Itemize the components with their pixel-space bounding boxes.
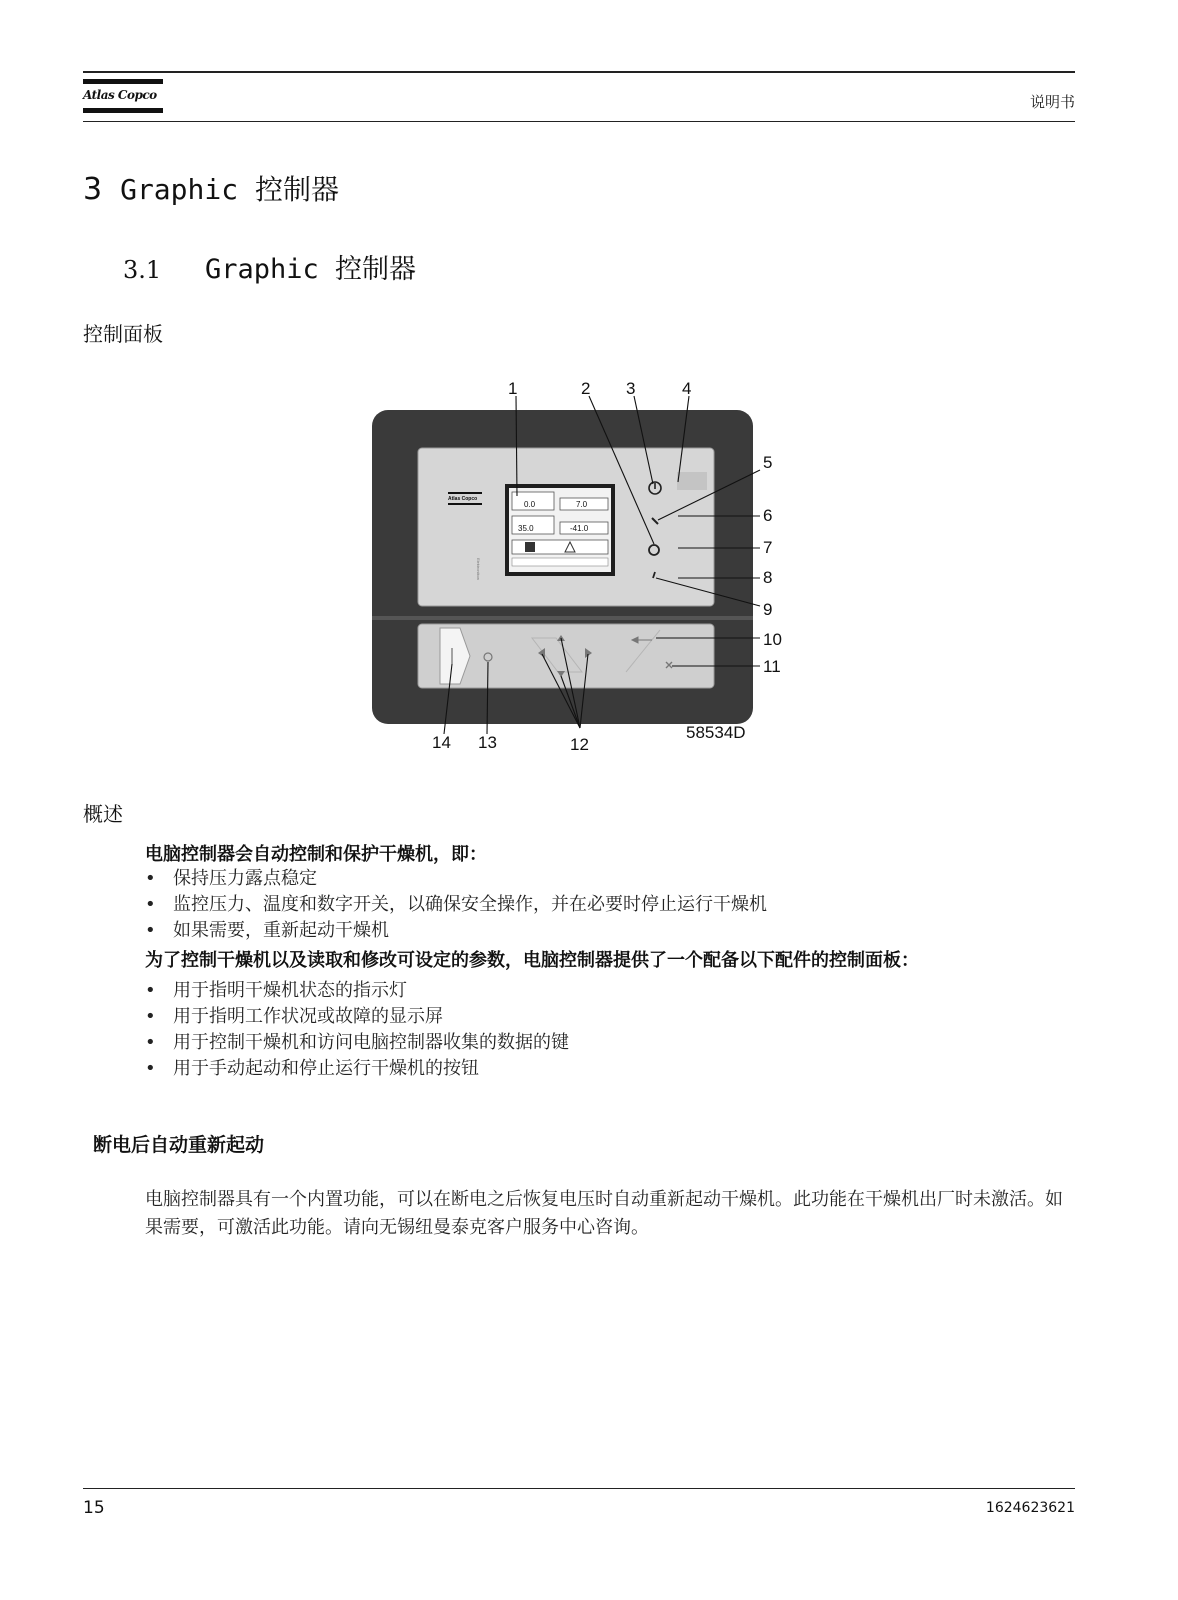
callout-13: 13 (478, 733, 497, 752)
chapter-heading (83, 168, 339, 208)
svg-text:Elektronikon: Elektronikon (476, 558, 481, 581)
screen-row1-right-value: 7.0 (576, 500, 588, 509)
function-list (145, 866, 767, 944)
list-item: • 如果需要，重新起动干燥机 (145, 920, 389, 941)
overview-heading: 概述 (83, 802, 123, 826)
doc-type-label: 说明书 (1029, 93, 1075, 111)
list-item: • 保持压力露点稳定 (145, 868, 317, 889)
section-number: 3.1 (123, 256, 162, 284)
callout-9: 9 (763, 600, 773, 619)
screen-icon-dryer (525, 542, 535, 552)
list-item: • 用于指明干燥机状态的指示灯 (145, 980, 407, 1001)
panel-brand: Atlas Copco (448, 496, 478, 502)
list-item: • 用于指明工作状况或故障的显示屏 (145, 1006, 443, 1027)
callout-5: 5 (763, 453, 773, 472)
section-title: Graphic 控制器 (205, 254, 417, 285)
callout-2: 2 (581, 379, 591, 398)
list-item: • 用于手动起动和停止运行干燥机的按钮 (145, 1058, 479, 1079)
page-number: 15 (83, 1498, 105, 1518)
control-panel-heading: 控制面板 (83, 322, 163, 346)
screen-row1-value: 0.0 (524, 500, 536, 509)
callout-8: 8 (763, 568, 773, 587)
panel-items-list (145, 978, 569, 1082)
header-bottom-rule (83, 121, 1075, 122)
control-panel-figure (360, 372, 800, 767)
chapter-title: Graphic 控制器 (120, 173, 339, 206)
auto-restart-heading: 断电后自动重新起动 (93, 1134, 265, 1156)
screen-row2-value: 35.0 (518, 524, 534, 533)
callout-11: 11 (763, 657, 781, 676)
screen-row2-right-value: -41.0 (570, 524, 589, 533)
list-item: • 监控压力、温度和数字开关，以确保安全操作，并在必要时停止运行干燥机 (145, 894, 767, 915)
callout-10: 10 (763, 630, 782, 649)
figure-id: 58534D (686, 723, 746, 742)
atlas-copco-logo: Atlas Copco (83, 76, 163, 116)
auto-restart-body: 电脑控制器具有一个内置功能，可以在断电之后恢复电压时自动重新起动干燥机。此功能在干燥机出厂时未激活。如果需要，可激活此功能。请向无锡纽曼泰克客户服务中心咨询。 (145, 1189, 1063, 1238)
callout-12: 12 (570, 735, 589, 754)
callout-6: 6 (763, 506, 773, 525)
callout-14: 14 (432, 733, 451, 752)
callout-4: 4 (682, 379, 692, 398)
footer-rule (83, 1488, 1075, 1489)
callout-3: 3 (626, 379, 636, 398)
document-number: 1624623621 (985, 1500, 1075, 1516)
overview-intro: 电脑控制器会自动控制和保护干燥机，即： (145, 844, 487, 865)
callout-7: 7 (763, 538, 773, 557)
chapter-number: 3 (83, 172, 103, 207)
callout-1: 1 (508, 379, 518, 398)
header-top-rule (83, 71, 1075, 73)
section-heading (123, 247, 416, 286)
panel-intro: 为了控制干燥机以及读取和修改可设定的参数，电脑控制器提供了一个配备以下配件的控制面板： (145, 950, 919, 971)
list-item: • 用于控制干燥机和访问电脑控制器收集的数据的键 (145, 1032, 569, 1053)
